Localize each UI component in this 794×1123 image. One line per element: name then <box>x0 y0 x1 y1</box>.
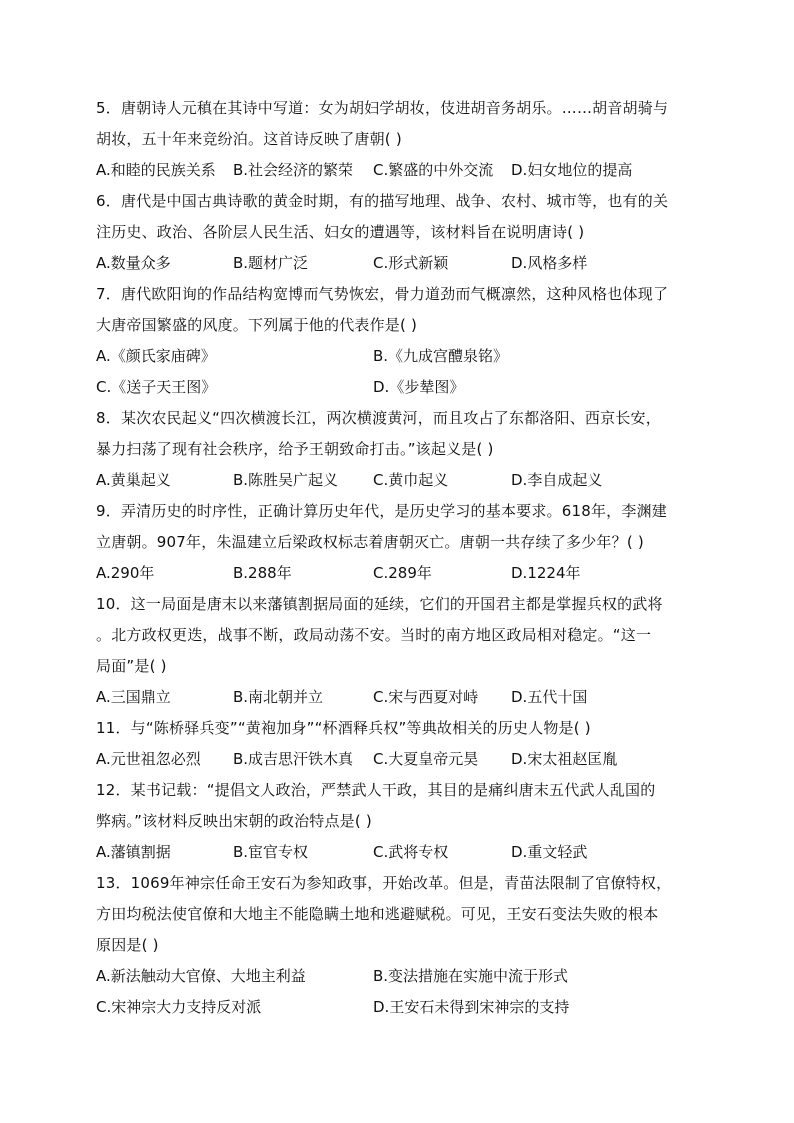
question-7-option-d: D.《步辇图》 <box>373 378 465 396</box>
question-8-line-2: 暴力扫荡了现有社会秩序，给予王朝致命打击。”该起义是( ) <box>96 440 494 458</box>
question-8-line-1: 8．某次农民起义“四次横渡长江，两次横渡黄河，而且攻占了东都洛阳、西京长安， <box>96 409 661 427</box>
question-9-option-c: C.289年 <box>373 564 432 582</box>
question-8-option-a: A.黄巢起义 <box>96 471 171 489</box>
question-5-line-2: 胡妆，五十年来竞纷泊。这首诗反映了唐朝( ) <box>96 130 402 148</box>
question-13-option-a: A.新法触动大官僚、大地主利益 <box>96 967 306 985</box>
question-9-option-b: B.288年 <box>233 564 292 582</box>
question-5-option-a: A.和睦的民族关系 <box>96 161 216 179</box>
question-6-option-a: A.数量众多 <box>96 254 171 272</box>
question-13-line-3: 原因是( ) <box>96 936 159 954</box>
question-5-option-b: B.社会经济的繁荣 <box>233 161 354 179</box>
question-7-option-c: C.《送子天王图》 <box>96 378 217 396</box>
question-10-line-1: 10．这一局面是唐末以来藩镇割据局面的延续，它们的开国君主都是掌握兵权的武将 <box>96 595 663 613</box>
question-8-option-c: C.黄巾起义 <box>373 471 449 489</box>
question-11-option-b: B.成吉思汗铁木真 <box>233 750 354 768</box>
question-8-option-b: B.陈胜吴广起义 <box>233 471 339 489</box>
question-9-line-2: 立唐朝。907年，朱温建立后梁政权标志着唐朝灭亡。唐朝一共存续了多少年？( ) <box>96 533 644 551</box>
question-7-line-1: 7．唐代欧阳询的作品结构宽博而气势恢宏，骨力道劲而气概凛然，这种风格也体现了 <box>96 285 669 303</box>
question-12-option-c: C.武将专权 <box>373 843 449 861</box>
question-11-option-d: D.宋太祖赵匡胤 <box>511 750 618 768</box>
question-10-option-b: B.南北朝并立 <box>233 688 324 706</box>
question-13-line-1: 13．1069年神宗任命王安石为参知政事，开始改革。但是，青苗法限制了官僚特权， <box>96 874 672 892</box>
question-10-option-a: A.三国鼎立 <box>96 688 171 706</box>
question-9-line-1: 9．弄清历史的时序性，正确计算历史年代，是历史学习的基本要求。618年，李渊建 <box>96 502 667 520</box>
question-6-option-b: B.题材广泛 <box>233 254 309 272</box>
question-6-option-d: D.风格多样 <box>511 254 588 272</box>
question-7-option-a: A.《颜氏家庙碑》 <box>96 347 216 365</box>
question-13-option-b: B.变法措施在实施中流于形式 <box>373 967 569 985</box>
question-13-line-2: 方田均税法使官僚和大地主不能隐瞒土地和逃避赋税。可见，王安石变法失败的根本 <box>96 905 659 923</box>
question-11-line-1: 11．与“陈桥驿兵变”“黄袍加身”“杯酒释兵权”等典故相关的历史人物是( ) <box>96 719 591 737</box>
question-7-option-b: B.《九成宫醴泉铭》 <box>373 347 509 365</box>
question-13-option-c: C.宋神宗大力支持反对派 <box>96 998 262 1016</box>
question-12-line-1: 12．某书记载：“提倡文人政治，严禁武人干政，其目的是痛纠唐末五代武人乱国的 <box>96 781 656 799</box>
question-7-line-2: 大唐帝国繁盛的风度。下列属于他的代表作是( ) <box>96 316 418 334</box>
question-11-option-a: A.元世祖忽必烈 <box>96 750 201 768</box>
question-12-line-2: 弊病。”该材料反映出宋朝的政治特点是( ) <box>96 812 372 830</box>
question-5-option-c: C.繁盛的中外交流 <box>373 161 494 179</box>
question-6-option-c: C.形式新颖 <box>373 254 449 272</box>
question-12-option-b: B.宦官专权 <box>233 843 309 861</box>
question-9-option-a: A.290年 <box>96 564 155 582</box>
question-10-option-c: C.宋与西夏对峙 <box>373 688 479 706</box>
question-6-line-1: 6．唐代是中国古典诗歌的黄金时期，有的描写地理、战争、农村、城市等，也有的关 <box>96 192 669 210</box>
question-12-option-d: D.重文轻武 <box>511 843 588 861</box>
question-13-option-d: D.王安石未得到宋神宗的支持 <box>373 998 570 1016</box>
question-10-line-2: 。北方政权更迭，战事不断，政局动荡不安。当时的南方地区政局相对稳定。“这一 <box>96 626 652 644</box>
question-6-line-2: 注历史、政治、各阶层人民生活、妇女的遭遇等，该材料旨在说明唐诗( ) <box>96 223 585 241</box>
question-5-line-1: 5．唐朝诗人元稹在其诗中写道：女为胡妇学胡妆，伎进胡音务胡乐。……胡音胡骑与 <box>96 99 669 117</box>
question-11-option-c: C.大夏皇帝元昊 <box>373 750 479 768</box>
question-8-option-d: D.李自成起义 <box>511 471 603 489</box>
question-12-option-a: A.藩镇割据 <box>96 843 171 861</box>
question-10-option-d: D.五代十国 <box>511 688 588 706</box>
question-5-option-d: D.妇女地位的提高 <box>511 161 633 179</box>
question-9-option-d: D.1224年 <box>511 564 581 582</box>
question-10-line-3: 局面”是( ) <box>96 657 167 675</box>
